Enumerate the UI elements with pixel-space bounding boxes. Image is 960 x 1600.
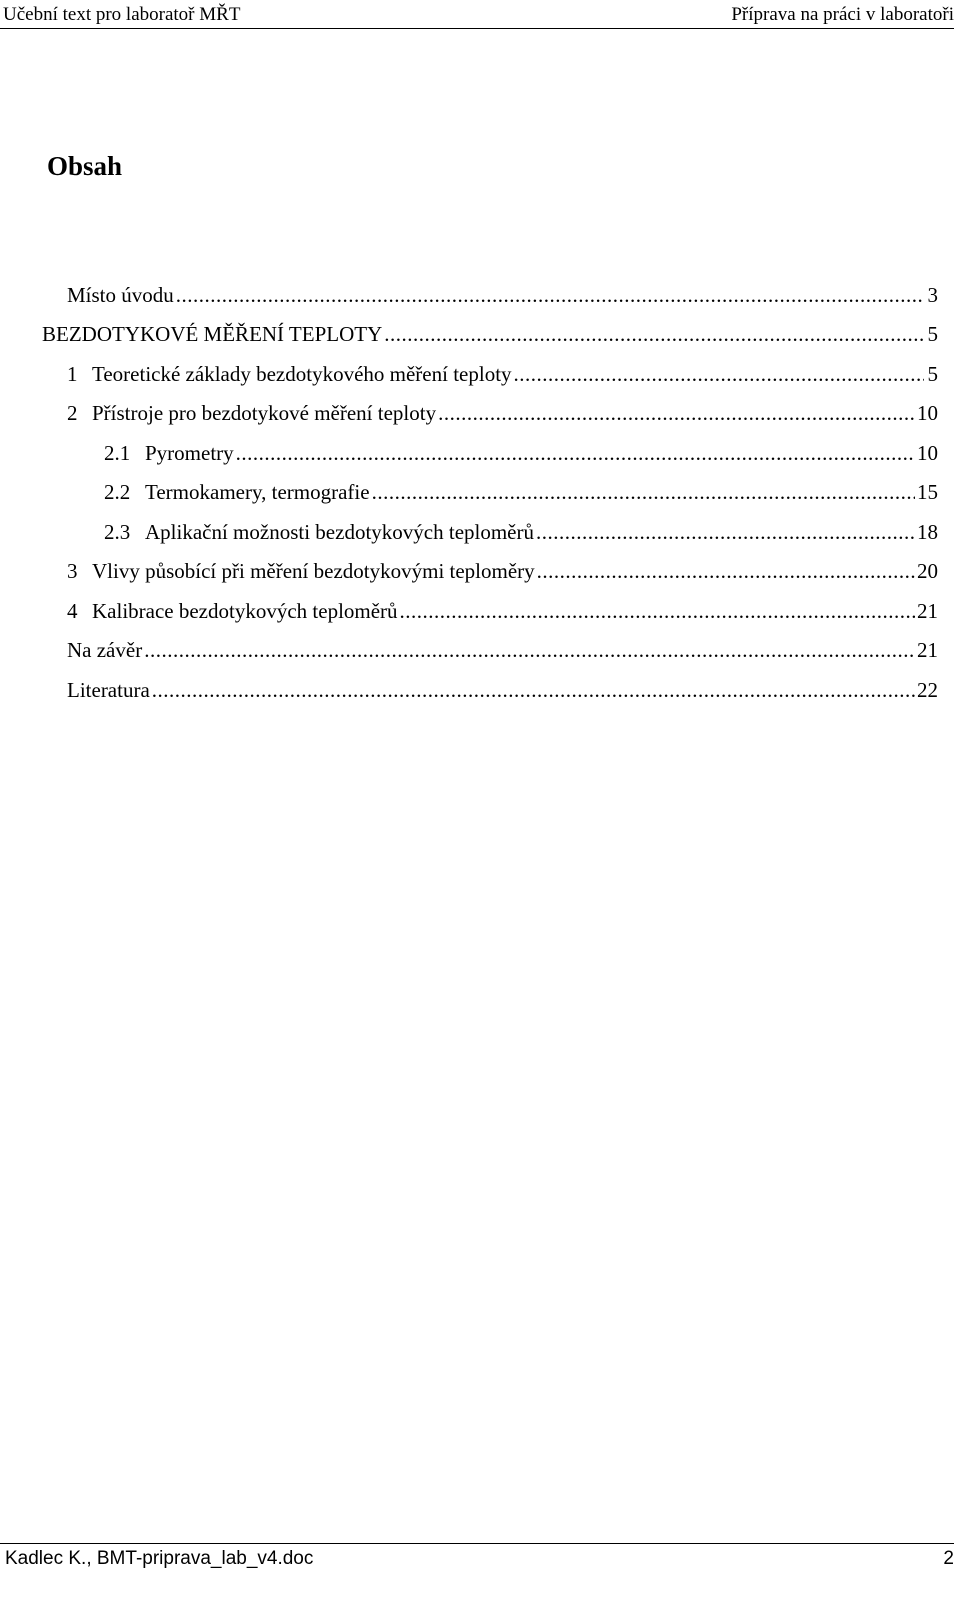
- toc-section-number: 2.2: [104, 480, 131, 504]
- toc-section-number: 2.1: [104, 441, 131, 465]
- toc-leader: [152, 678, 915, 703]
- toc-label: Vlivy působící při měření bezdotykovými teploměry: [92, 559, 535, 583]
- toc-label: Kalibrace bezdotykových teploměrů: [92, 599, 398, 623]
- toc-page-number: 21: [917, 599, 938, 623]
- toc-entry-misto-uvodu[interactable]: [67, 283, 938, 313]
- toc-leader: [384, 322, 924, 347]
- toc-label: Teoretické základy bezdotykového měření teploty: [92, 362, 512, 386]
- toc-leader: [400, 599, 915, 624]
- toc-entry-2-3[interactable]: [104, 520, 938, 550]
- toc-label: Přístroje pro bezdotykové měření teploty: [92, 401, 437, 425]
- footer-page-number: 2: [943, 1548, 954, 1569]
- toc-section-number: 4: [67, 599, 78, 623]
- toc-leader: [514, 362, 924, 387]
- toc-leader: [176, 283, 924, 308]
- toc-label: Termokamery, termografie: [145, 480, 370, 504]
- toc-entry-4[interactable]: [67, 599, 938, 629]
- toc-page-number: 3: [927, 283, 938, 307]
- toc-entry-3[interactable]: [67, 559, 938, 589]
- toc-entry-2-2[interactable]: [104, 480, 938, 510]
- toc-label: Na závěr: [67, 638, 143, 662]
- toc-leader: [537, 559, 915, 584]
- toc-page-number: 10: [917, 441, 938, 465]
- toc-leader: [536, 520, 915, 545]
- toc-entry-na-zaver[interactable]: [67, 638, 938, 668]
- footer-left-text: Kadlec K., BMT-priprava_lab_v4.doc: [5, 1548, 314, 1569]
- toc-page-number: 10: [917, 401, 938, 425]
- toc-entry-2[interactable]: [67, 401, 938, 431]
- toc-page-number: 15: [917, 480, 938, 504]
- toc-page-number: 20: [917, 559, 938, 583]
- toc-page-number: 22: [917, 678, 938, 702]
- header-left-text: Učební text pro laboratoř MŘT: [3, 4, 241, 25]
- toc-page-number: 21: [917, 638, 938, 662]
- header-right-text: Příprava na práci v laboratoři: [731, 4, 954, 25]
- toc-label: Pyrometry: [145, 441, 234, 465]
- toc-label: Literatura: [67, 678, 150, 702]
- toc-label: BEZDOTYKOVÉ MĚŘENÍ TEPLOTY: [42, 322, 383, 346]
- toc-section-number: 2: [67, 401, 78, 425]
- toc-section-number: 2.3: [104, 520, 131, 544]
- toc-section-number: 1: [67, 362, 78, 386]
- toc-page-number: 5: [927, 322, 938, 346]
- toc-entry-2-1[interactable]: [104, 441, 938, 471]
- page-footer: [0, 1543, 954, 1584]
- toc-label: Aplikační možnosti bezdotykových teploměrů: [145, 520, 534, 544]
- toc-page-number: 5: [927, 362, 938, 386]
- toc-leader: [144, 638, 915, 663]
- toc-page-number: 18: [917, 520, 938, 544]
- toc-entry-literatura[interactable]: [67, 678, 938, 708]
- toc-label: Místo úvodu: [67, 283, 174, 307]
- toc-entry-bezdotykove-mereni[interactable]: [42, 322, 938, 352]
- toc-entry-1[interactable]: [67, 362, 938, 392]
- toc-leader: [372, 480, 915, 505]
- page-title: Obsah: [47, 151, 123, 181]
- toc-section-number: 3: [67, 559, 78, 583]
- toc-leader: [438, 401, 915, 426]
- page-header: [0, 0, 954, 29]
- toc-leader: [236, 441, 915, 466]
